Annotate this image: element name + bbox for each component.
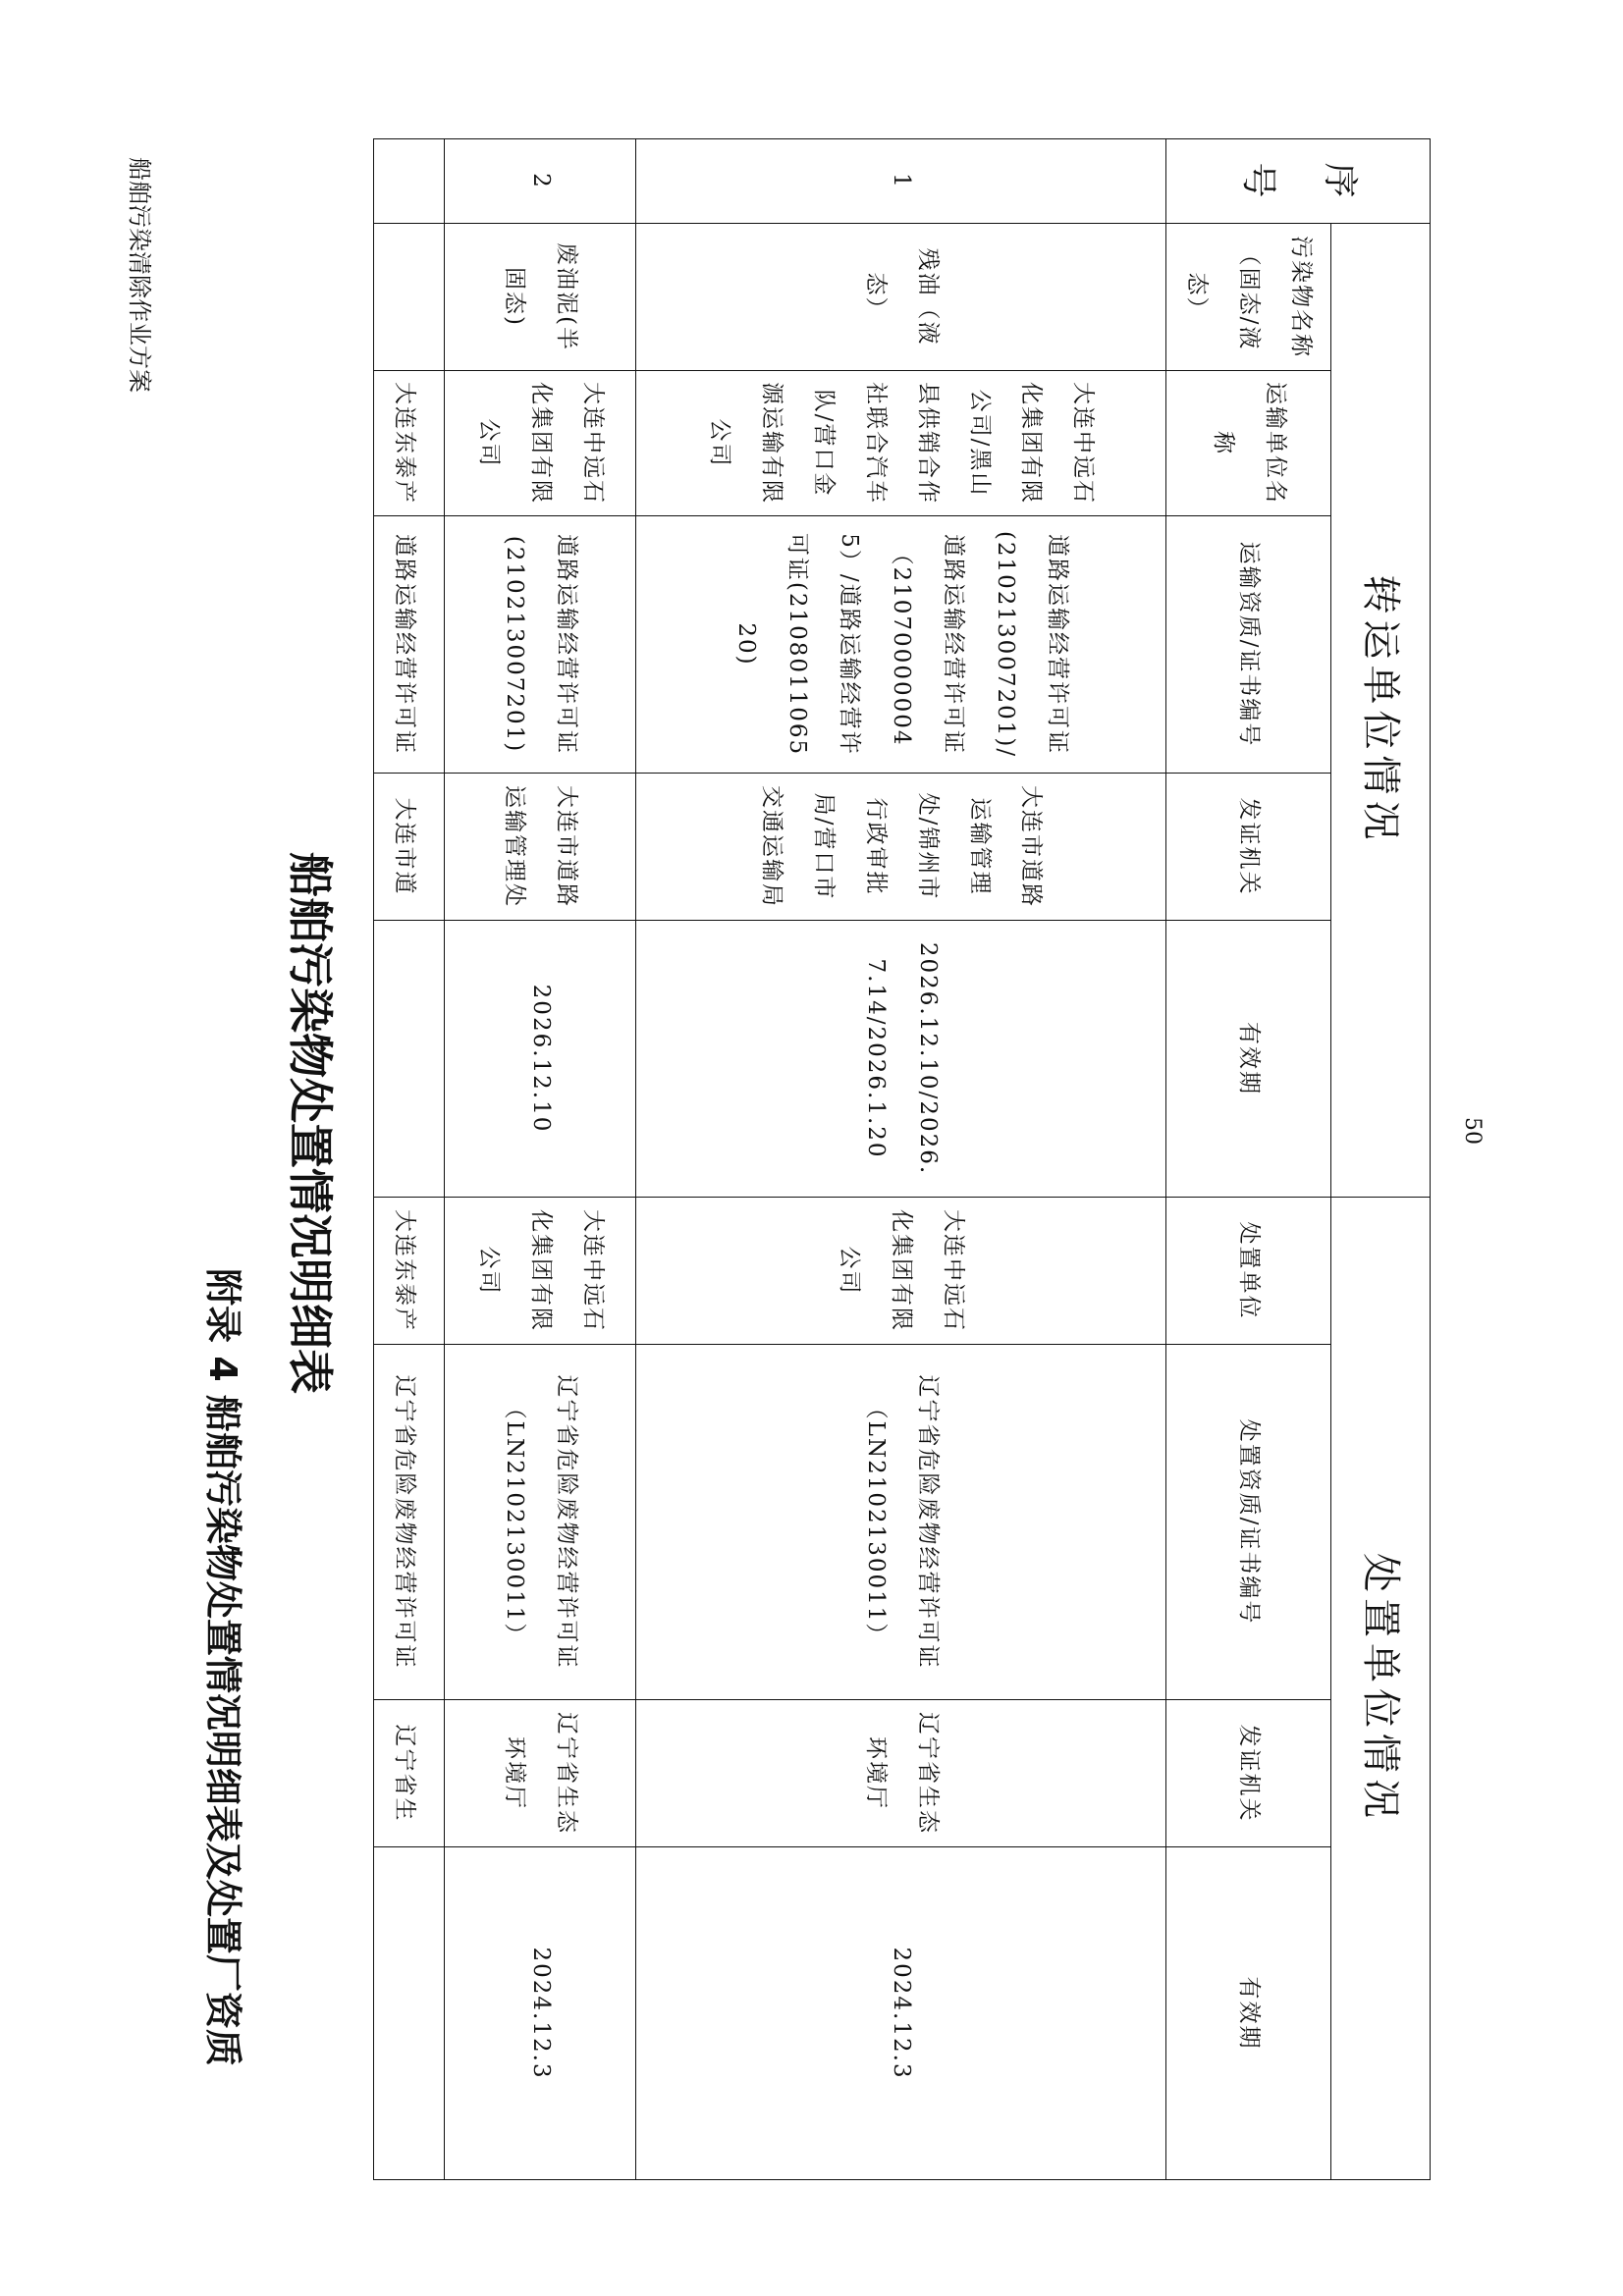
cell-pollutant: 废油泥(半固态) [445,224,636,371]
appendix-title: 附录 4 船舶污染物处置情况明细表及处置厂资质 [201,1268,244,2066]
col-disposer-header: 处置单位 [1166,1198,1331,1345]
cell-transport-validity [374,921,445,1198]
cell-transport-validity: 2026.12.10 [445,921,636,1198]
cell-disposal-validity: 2024.12.3 [636,1847,1166,2180]
cell-seq [374,139,445,224]
cell-transporter: 大连中远石化集团有限公司 [445,371,636,516]
cell-transport-cert: 道路运输经营许可证(210213007201)/道路运输经营许可证（210700000045）/道路运输经营许可证(210801106520) [636,516,1166,774]
table-row [374,139,445,2180]
seq-header: 序号 [1166,139,1431,224]
cell-transport-cert: 道路运输经营许可证(210213007201) [445,516,636,774]
cell-transporter: 大连东泰产 [374,371,445,516]
disposal-detail-table [392,138,1431,2179]
col-transport-issuer-header: 发证机关 [1166,774,1331,921]
cell-disposal-issuer: 辽宁省生 [374,1700,445,1847]
col-disposal-validity-header: 有效期 [1166,1847,1331,2180]
cell-disposal-cert: 辽宁省危险废物经营许可证 [374,1345,445,1700]
cell-disposer: 大连中远石化集团有限公司 [445,1198,636,1345]
col-pollutant-header: 污染物名称（固态/液态） [1166,224,1331,371]
cell-transport-validity: 2026.12.10/2026.7.14/2026.1.20 [636,921,1166,1198]
cell-seq: 2 [445,139,636,224]
col-disposal-issuer-header: 发证机关 [1166,1700,1331,1847]
col-transport-validity-header: 有效期 [1166,921,1331,1198]
table-row [636,139,1166,2180]
cell-transport-issuer: 大连市道路运输管理处 [445,774,636,921]
table-title: 船舶污染物处置情况明细表 [284,852,337,1394]
transport-group-header: 转运单位情况 [1331,224,1431,1198]
page-number: 50 [1460,1117,1485,1145]
table-row [445,139,636,2180]
cell-transport-issuer: 大连市道路运输管理处/锦州市行政审批局/营口市交通运输局 [636,774,1166,921]
cell-disposal-cert: 辽宁省危险废物经营许可证（LN2102130011） [636,1345,1166,1700]
cell-disposal-validity [374,1847,445,2180]
col-transporter-header: 运输单位名称 [1166,371,1331,516]
cell-disposer: 大连东泰产 [374,1198,445,1345]
cell-transporter: 大连中远石化集团有限公司/黑山县供销合作社联合汽车队/营口金源运输有限公司 [636,371,1166,516]
disposal-group-header: 处置单位情况 [1331,1198,1431,2180]
col-disposal-cert-header: 处置资质/证书编号 [1166,1345,1331,1700]
cell-disposer: 大连中远石化集团有限公司 [636,1198,1166,1345]
cell-pollutant: 残油（液态） [636,224,1166,371]
cell-transport-issuer: 大连市道 [374,774,445,921]
cell-pollutant [374,224,445,371]
cell-disposal-cert: 辽宁省危险废物经营许可证（LN2102130011） [445,1345,636,1700]
running-header: 船舶污染清除作业方案 [126,157,153,393]
col-transport-cert-header: 运输资质/证书编号 [1166,516,1331,774]
cell-disposal-validity: 2024.12.3 [445,1847,636,2180]
cell-transport-cert: 道路运输经营许可证 [374,516,445,774]
cell-seq: 1 [636,139,1166,224]
cell-disposal-issuer: 辽宁省生态环境厅 [636,1700,1166,1847]
cell-disposal-issuer: 辽宁省生态环境厅 [445,1700,636,1847]
